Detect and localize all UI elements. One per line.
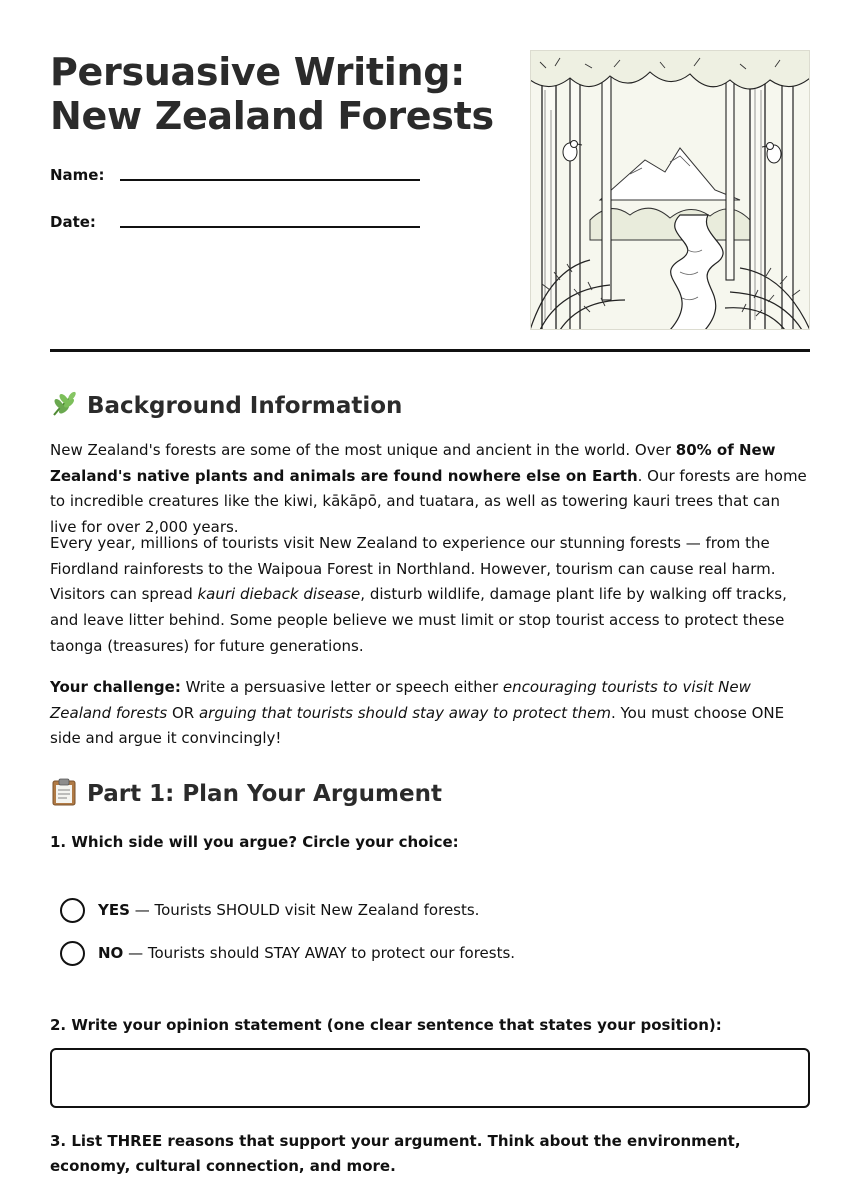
background-heading — [50, 390, 402, 420]
page-title: Persuasive Writing: New Zealand Forests — [50, 50, 494, 138]
part1-heading-text: Part 1: Plan Your Argument — [87, 781, 442, 807]
text-run: kauri dieback disease — [197, 585, 361, 604]
background-heading-text: Background Information — [87, 393, 403, 419]
choice-yes-circle[interactable] — [60, 898, 85, 923]
part1-heading — [50, 778, 442, 808]
text-run: Your challenge: — [50, 678, 181, 696]
choice-no-description: — Tourists should STAY AWAY to protect our forests. — [123, 944, 516, 962]
name-label: Name: — [50, 166, 105, 184]
background-paragraph-1 — [50, 438, 810, 541]
date-input-line[interactable] — [120, 226, 420, 228]
choice-no-circle[interactable] — [60, 941, 85, 966]
herb-icon — [50, 390, 78, 418]
opinion-statement-box[interactable] — [50, 1048, 810, 1108]
worksheet-page — [50, 0, 810, 1175]
text-run: Write a persuasive letter or speech either — [180, 678, 503, 696]
text-run: OR — [167, 703, 199, 722]
choice-yes-description: — Tourists SHOULD visit New Zealand forests. — [129, 901, 480, 919]
question-3: 3. List THREE reasons that support your argument. Think about the environment, economy, cultural connection, and more. — [50, 1132, 741, 1175]
choice-yes-text — [98, 897, 479, 923]
choice-yes-label: YES — [98, 901, 130, 919]
clipboard-icon — [50, 778, 78, 806]
name-field[interactable] — [50, 166, 420, 196]
choice-no-text — [98, 940, 515, 966]
challenge-paragraph — [50, 675, 810, 752]
text-run: encouraging tourists to visit New Zealand forests — [50, 678, 751, 722]
choice-no-label: NO — [98, 944, 124, 962]
header-divider — [50, 349, 810, 352]
background-paragraph-2 — [50, 531, 810, 660]
text-run: New Zealand's forests are some of the most unique and ancient in the world. Over — [50, 441, 676, 459]
date-field[interactable] — [50, 213, 420, 243]
text-run: Every year, millions of tourists visit New Zealand to experience our stunning forests — from the Fiordland rainforests to the Waipoua Forest in Northland. However, tourism can cause real harm. Visitors can spread — [50, 534, 776, 604]
worksheet-header — [50, 0, 810, 352]
question-2: 2. Write your opinion statement (one clear sentence that states your position): — [50, 1016, 722, 1034]
text-run: . Our forests are home to incredible creatures like the kiwi, kākāpō, and tuatara, as well as towering kauri trees that can live for over 2,000 years. — [50, 466, 807, 537]
name-input-line[interactable] — [120, 179, 420, 181]
forest-illustration — [530, 50, 810, 330]
text-run: . You must choose ONE side and argue it convincingly! — [50, 703, 785, 748]
text-run: arguing that tourists should stay away to protect them — [198, 703, 611, 722]
question-1: 1. Which side will you argue? Circle your choice: — [50, 833, 459, 851]
text-run: 80% of New Zealand's native plants and animals are found nowhere else on Earth — [50, 441, 776, 485]
text-run: , disturb wildlife, damage plant life by walking off tracks, and leave litter behind. Some people believe we must limit or stop tourist access to protect these taonga (treasures) for future generations. — [50, 585, 787, 655]
date-label: Date: — [50, 213, 96, 231]
